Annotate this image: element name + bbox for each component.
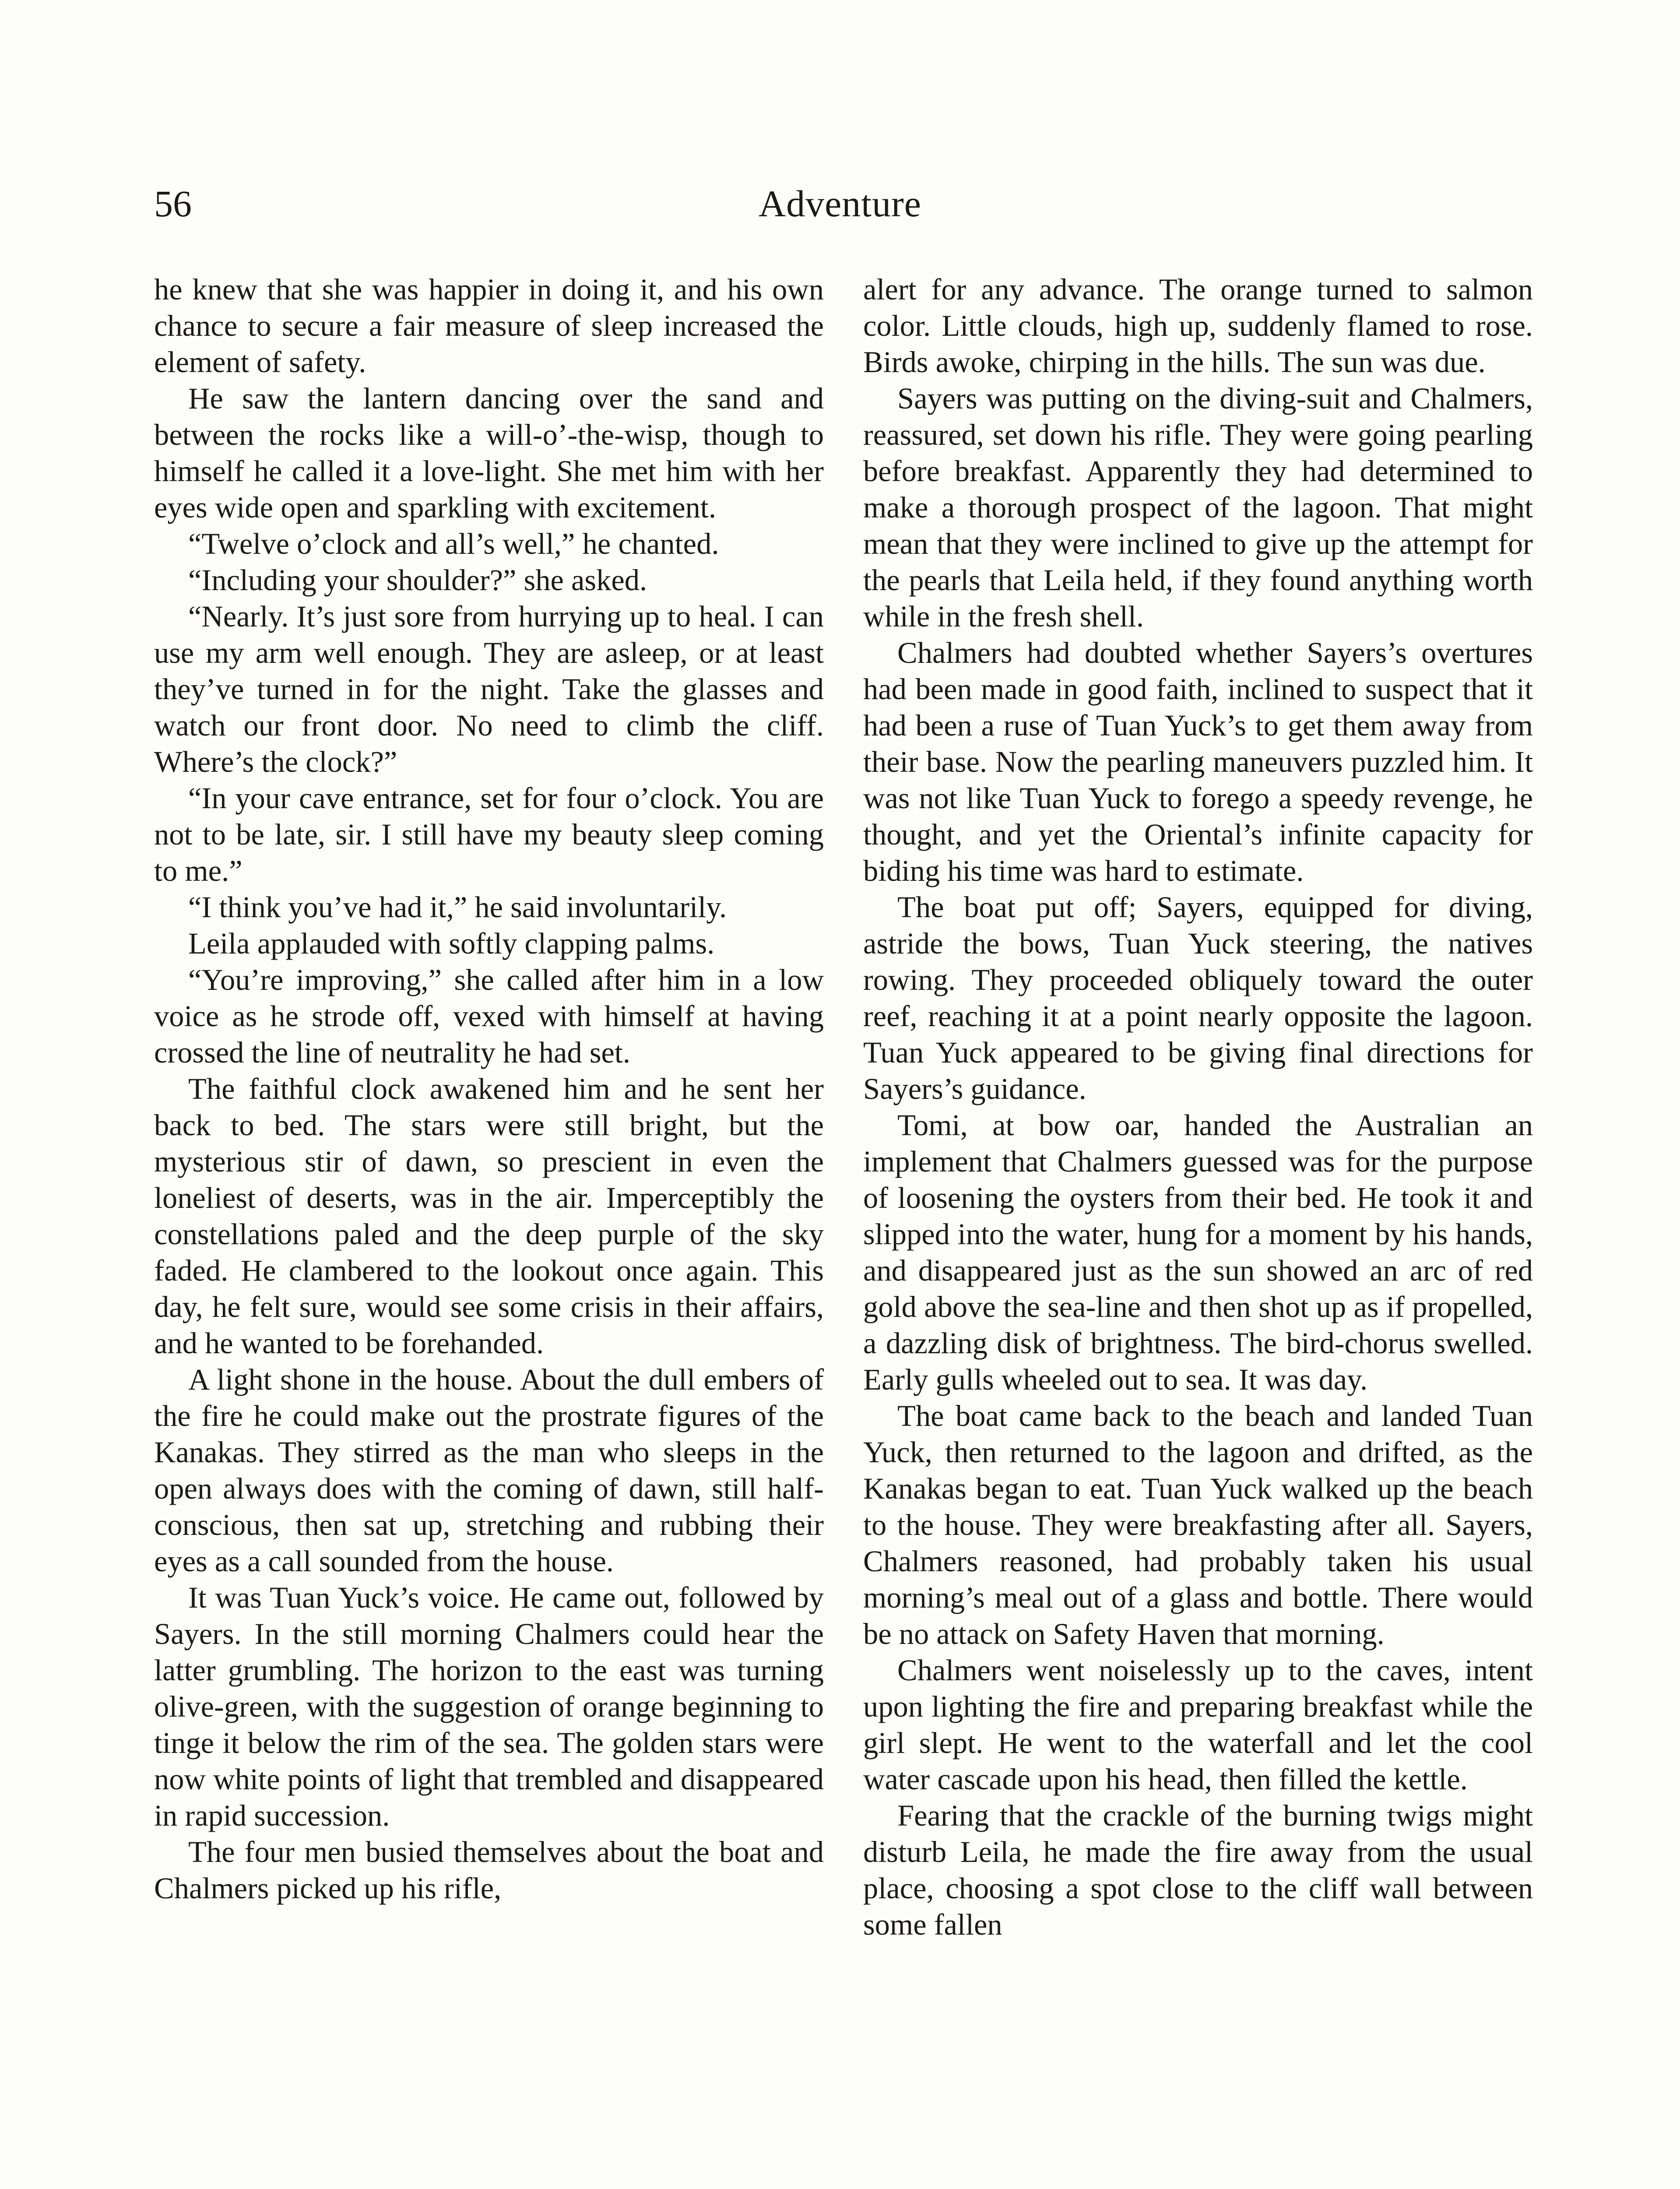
paragraph: Leila applauded with softly clapping palms. <box>188 927 715 960</box>
paragraph: Chalmers had doubted whether Sayers’s overtures had been made in good faith, inclined to suspect that it had been a ruse of Tuan Yuck’s to get them away from their base. Now the pearling maneuvers puzzled him. It was not like Tuan Yuck to forego a speedy revenge, he thought, and yet the Oriental’s infinite capacity for biding his time was hard to estimate. <box>863 636 1533 887</box>
paragraph: Sayers was putting on the diving-suit and Chalmers, reassured, set down his rifle. They were going pearling before breakfast. Apparently they had determined to make a thorough prospect of the lagoon. That might mean that they were inclined to give up the attempt for the pearls that Leila held, if they found anything worth while in the fresh shell. <box>863 382 1533 633</box>
paragraph: The four men busied themselves about the boat and Chalmers picked up his rifle, <box>154 1835 824 1905</box>
paragraph: “Nearly. It’s just sore from hurrying up to heal. I can use my arm well enough. They are asleep, or at least they’ve turned in for the night. Take the glasses and watch our front door. No need to climb the cliff. Where’s the clock?” <box>154 600 824 778</box>
running-title: Adventure <box>759 183 921 225</box>
paragraph: “Twelve o’clock and all’s well,” he chanted. <box>188 527 719 560</box>
paragraph: The boat put off; Sayers, equipped for diving, astride the bows, Tuan Yuck steering, the natives rowing. They proceeded obliquely toward the outer reef, reaching it at a point nearly opposite the lagoon. Tuan Yuck appeared to be giving final directions for Sayers’s guidance. <box>863 890 1533 1105</box>
paragraph: “Including your shoulder?” she asked. <box>188 563 647 597</box>
paragraph: It was Tuan Yuck’s voice. He came out, followed by Sayers. In the still morning Chalmers could hear the latter grumbling. The horizon to the east was turning olive-green, with the suggestion of orange beginning to tinge it below the rim of the sea. The golden stars were now white points of light that trembled and disappeared in rapid succession. <box>154 1581 824 1832</box>
paragraph: Tomi, at bow oar, handed the Australian an implement that Chalmers guessed was for the purpose of loosening the oysters from their bed. He took it and slipped into the water, hung for a moment by his hands, and disappeared just as the sun showed an arc of red gold above the sea-line and then shot up as if propelled, a dazzling disk of brightness. The bird-chorus swelled. Early gulls wheeled out to sea. It was day. <box>863 1109 1533 1396</box>
page-number: 56 <box>154 183 192 225</box>
left-text-column <box>154 271 824 1907</box>
paragraph: alert for any advance. The orange turned to salmon color. Little clouds, high up, suddenly flamed to rose. Birds awoke, chirping in the hills. The sun was due. <box>863 273 1533 379</box>
paragraph: He saw the lantern dancing over the sand and between the rocks like a will-o’-the-wisp, though to himself he called it a love-light. She met him with her eyes wide open and sparkling with excitement. <box>154 382 824 524</box>
paragraph: “In your cave entrance, set for four o’clock. You are not to be late, sir. I still have my beauty sleep coming to me.” <box>154 781 824 887</box>
paragraph: “You’re improving,” she called after him in a low voice as he strode off, vexed with himself at having crossed the line of neutrality he had set. <box>154 963 824 1069</box>
page-header <box>154 182 1526 234</box>
paragraph: “I think you’ve had it,” he said involuntarily. <box>188 890 727 924</box>
paragraph: Chalmers went noiselessly up to the caves, intent upon lighting the fire and preparing breakfast while the girl slept. He went to the waterfall and let the cool water cascade upon his head, then filled the kettle. <box>863 1654 1533 1796</box>
paragraph: he knew that she was happier in doing it, and his own chance to secure a fair measure of sleep increased the element of safety. <box>154 273 824 379</box>
paragraph: The boat came back to the beach and landed Tuan Yuck, then returned to the lagoon and drifted, as the Kanakas began to eat. Tuan Yuck walked up the beach to the house. They were breakfasting after all. Sayers, Chalmers reasoned, had probably taken his usual morning’s meal out of a glass and bottle. There would be no attack on Safety Haven that morning. <box>863 1399 1533 1651</box>
paragraph: The faithful clock awakened him and he sent her back to bed. The stars were still bright, but the mysterious stir of dawn, so prescient in even the loneliest of deserts, was in the air. Imperceptibly the constellations paled and the deep purple of the sky faded. He clambered to the lookout once again. This day, he felt sure, would see some crisis in their affairs, and he wanted to be forehanded. <box>154 1072 824 1360</box>
paragraph: A light shone in the house. About the dull embers of the fire he could make out the prostrate figures of the Kanakas. They stirred as the man who sleeps in the open always does with the coming of dawn, still half-conscious, then sat up, stretching and rubbing their eyes as a call sounded from the house. <box>154 1363 824 1578</box>
right-text-column <box>863 271 1533 1943</box>
paragraph: Fearing that the crackle of the burning twigs might disturb Leila, he made the fire away from the usual place, choosing a spot close to the cliff wall between some fallen <box>863 1799 1533 1941</box>
